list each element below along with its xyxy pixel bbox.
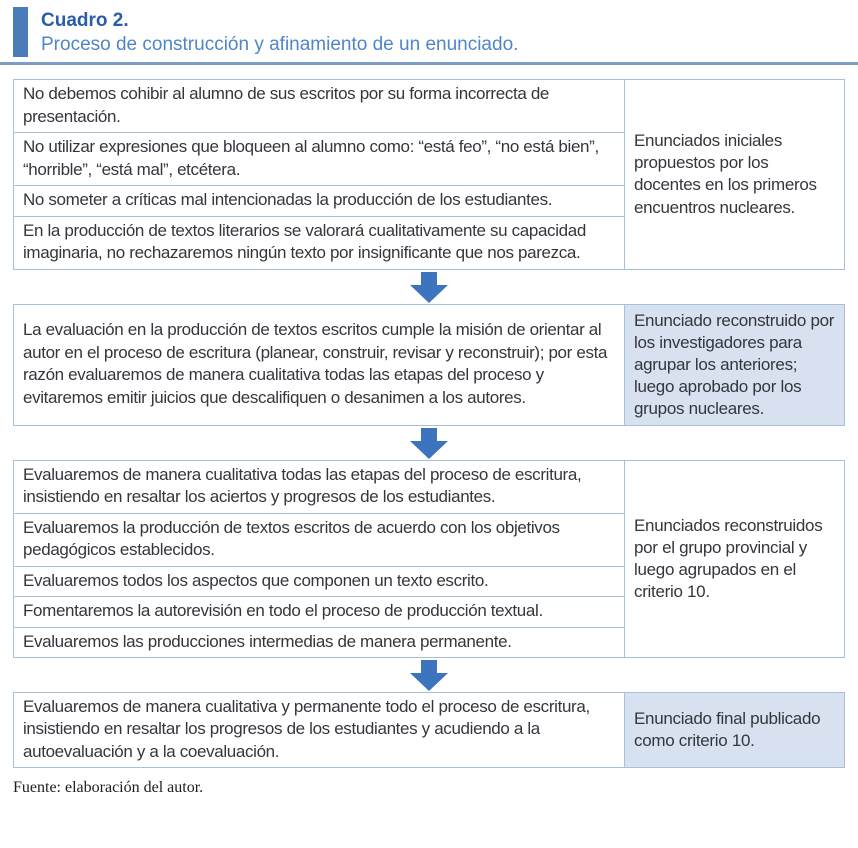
table-title: Proceso de construcción y afinamiento de un enunciado. [41, 33, 519, 55]
statement-row [14, 567, 624, 597]
statement-text: Evaluaremos las producciones intermedias de manera permanente. [23, 631, 512, 651]
statement-text: La evaluación en la producción de textos escritos cumple la misión de orientar al autor en el proceso de escritura (planear, construir, revisar y reconstruir); por esta razón evaluaremos de manera cualitativa todas las etapas del proceso y evitaremos emitir juicios que descalifiquen o desanimen a los autores. [23, 320, 608, 407]
note-text: Enunciado final publicado como criterio 10. [634, 709, 821, 751]
statement-text: Fomentaremos la autorevisión en todo el proceso de producción textual. [23, 601, 543, 621]
statement-row [14, 628, 624, 657]
header-accent-bar [13, 7, 28, 57]
statement-text: No debemos cohibir al alumno de sus escritos por su forma incorrecta de presentación. [23, 84, 550, 126]
stage-provincial-statements [13, 460, 845, 658]
statement-text: Evaluaremos de manera cualitativa todas las etapas del proceso de escritura, insistiendo en resaltar los aciertos y progresos de los estudiantes. [23, 464, 582, 507]
statement-text: En la producción de textos literarios se valorará cualitativamente su capacidad imaginaria, no rechazaremos ningún texto por insignificante que nos parezca. [23, 220, 586, 263]
stage-3-note [624, 461, 844, 657]
statement-row [14, 693, 624, 767]
statement-row [14, 133, 624, 186]
stage-3-statements [14, 461, 624, 657]
table-header [13, 7, 845, 57]
note-text: Enunciados iniciales propuestos por los docentes en los primeros encuentros nucleares. [634, 131, 817, 217]
statement-text: No utilizar expresiones que bloqueen al alumno como: “está feo”, “no está bien”, “horrible”, “está mal”, etcétera. [23, 137, 599, 179]
down-arrow-icon [410, 272, 448, 303]
arrow-row [13, 426, 845, 460]
down-arrow-icon [410, 428, 448, 459]
header-text [41, 7, 518, 57]
stage-1-note [624, 80, 844, 268]
stage-final-statement [13, 692, 845, 768]
down-arrow-icon [410, 660, 448, 691]
note-text: Enunciado reconstruido por los investigadores para agrupar los anteriores; luego aprobado por los grupos nucleares. [634, 310, 835, 418]
source-line: Fuente: elaboración del autor. [13, 779, 204, 797]
stage-reconstructed-statement [13, 304, 845, 426]
stage-4-note [624, 693, 844, 767]
statement-row [14, 514, 624, 567]
stage-4-statements [14, 693, 624, 767]
table-number: Cuadro 2. [41, 10, 129, 31]
statement-row [14, 217, 624, 269]
arrow-row [13, 658, 845, 692]
stage-initial-statements [13, 79, 845, 269]
stage-2-note [624, 305, 844, 425]
statement-row [14, 597, 624, 627]
statement-text: Evaluaremos la producción de textos escritos de acuerdo con los objetivos pedagógicos establecidos. [23, 517, 560, 560]
statement-text: Evaluaremos de manera cualitativa y permanente todo el proceso de escritura, insistiendo en resaltar los progresos de los estudiantes y acudiendo a la autoevaluación y a la coevaluación. [23, 697, 590, 761]
header-rule [0, 62, 858, 65]
statement-text: No someter a críticas mal intencionadas la producción de los estudiantes. [23, 190, 553, 210]
statement-row [14, 186, 624, 216]
statement-text: Evaluaremos todos los aspectos que componen un texto escrito. [23, 570, 489, 590]
statement-row [14, 461, 624, 514]
stage-1-statements [14, 80, 624, 268]
note-text: Enunciados reconstruidos por el grupo provincial y luego agrupados en el criterio 10. [634, 515, 823, 602]
arrow-row [13, 270, 845, 304]
statement-row [14, 80, 624, 133]
statement-row [14, 305, 624, 425]
stage-2-statements [14, 305, 624, 425]
